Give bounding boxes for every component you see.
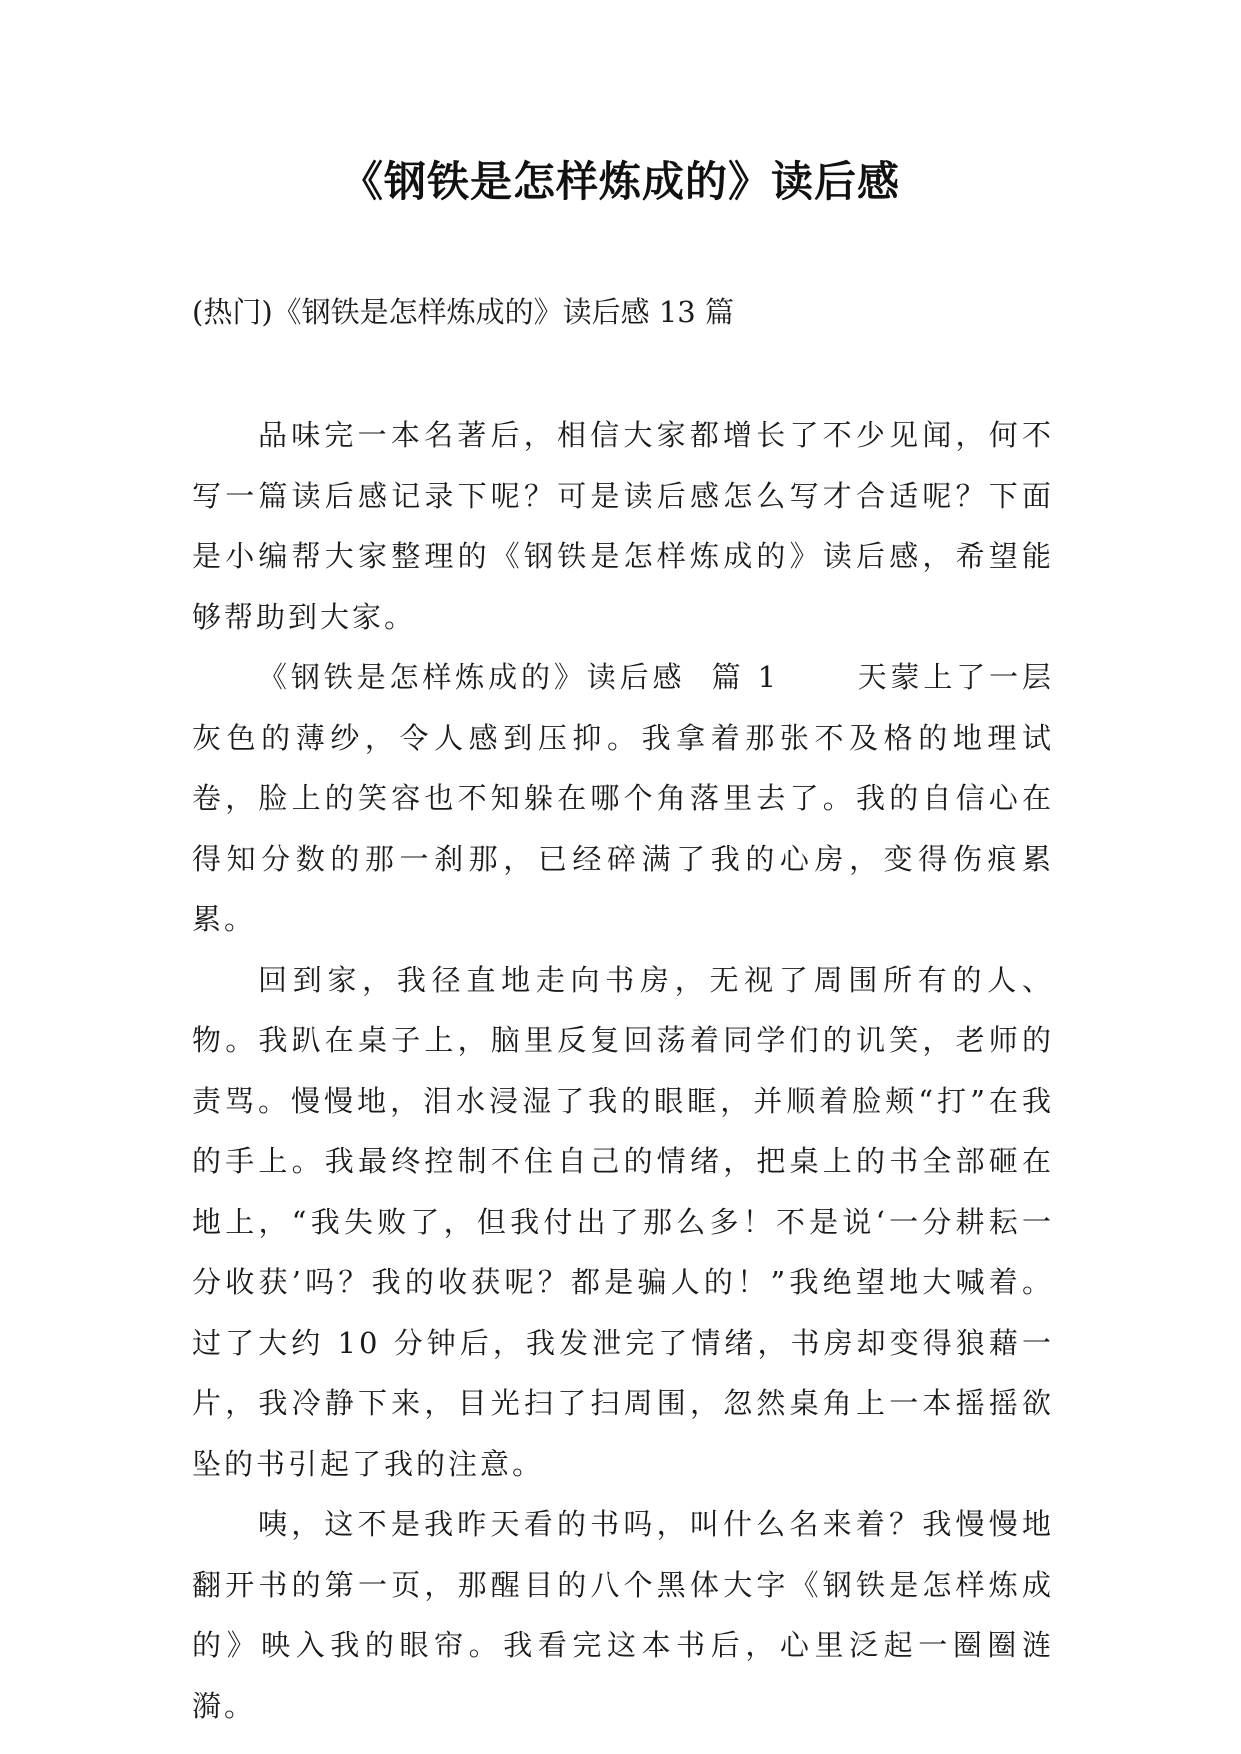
document-body — [192, 405, 1054, 1736]
body-paragraph: 咦，这不是我昨天看的书吗，叫什么名来着？我慢慢地翻开书的第一页，那醒目的八个黑体大字《钢铁是怎样炼成的》映入我的眼帘。我看完这本书后，心里泛起一圈圈涟漪。 — [192, 1507, 1054, 1723]
section-1-heading: 《钢铁是怎样炼成的》读后感 篇 1 — [258, 660, 780, 694]
document-subtitle: (热门)《钢铁是怎样炼成的》读后感 13 篇 — [192, 295, 734, 329]
intro-paragraph: 品味完一本名著后，相信大家都增长了不少见闻，何不写一篇读后感记录下呢？可是读后感怎么写才合适呢？下面是小编帮大家整理的《钢铁是怎样炼成的》读后感，希望能够帮助到大家。 — [192, 418, 1054, 634]
body-paragraph: 回到家，我径直地走向书房，无视了周围所有的人、物。我趴在桌子上，脑里反复回荡着同学们的讥笑，老师的责骂。慢慢地，泪水浸湿了我的眼眶，并顺着脸颊“打”在我的手上。我最终控制不住自己的情绪，把桌上的书全部砸在地上，“我失败了，但我付出了那么多！不是说‘一分耕耘一分收获’吗？我的收获呢？都是骗人的！”我绝望地大喊着。过了大约 10 分钟后，我发泄完了情绪，书房却变得狼藉一片，我冷静下来，目光扫了扫周围，忽然桌角上一本摇摇欲坠的书引起了我的注意。 — [192, 962, 1054, 1481]
heading-gap — [779, 660, 858, 694]
document-title: 《钢铁是怎样炼成的》读后感 — [340, 157, 900, 206]
section-1-paragraph — [192, 647, 1054, 950]
section-1-text: 天蒙上了一层灰色的薄纱，令人感到压抑。我拿着那张不及格的地理试卷，脸上的笑容也不知躲在哪个角落里去了。我的自信心在得知分数的那一刹那，已经碎满了我的心房，变得伤痕累累。 — [192, 660, 1054, 936]
